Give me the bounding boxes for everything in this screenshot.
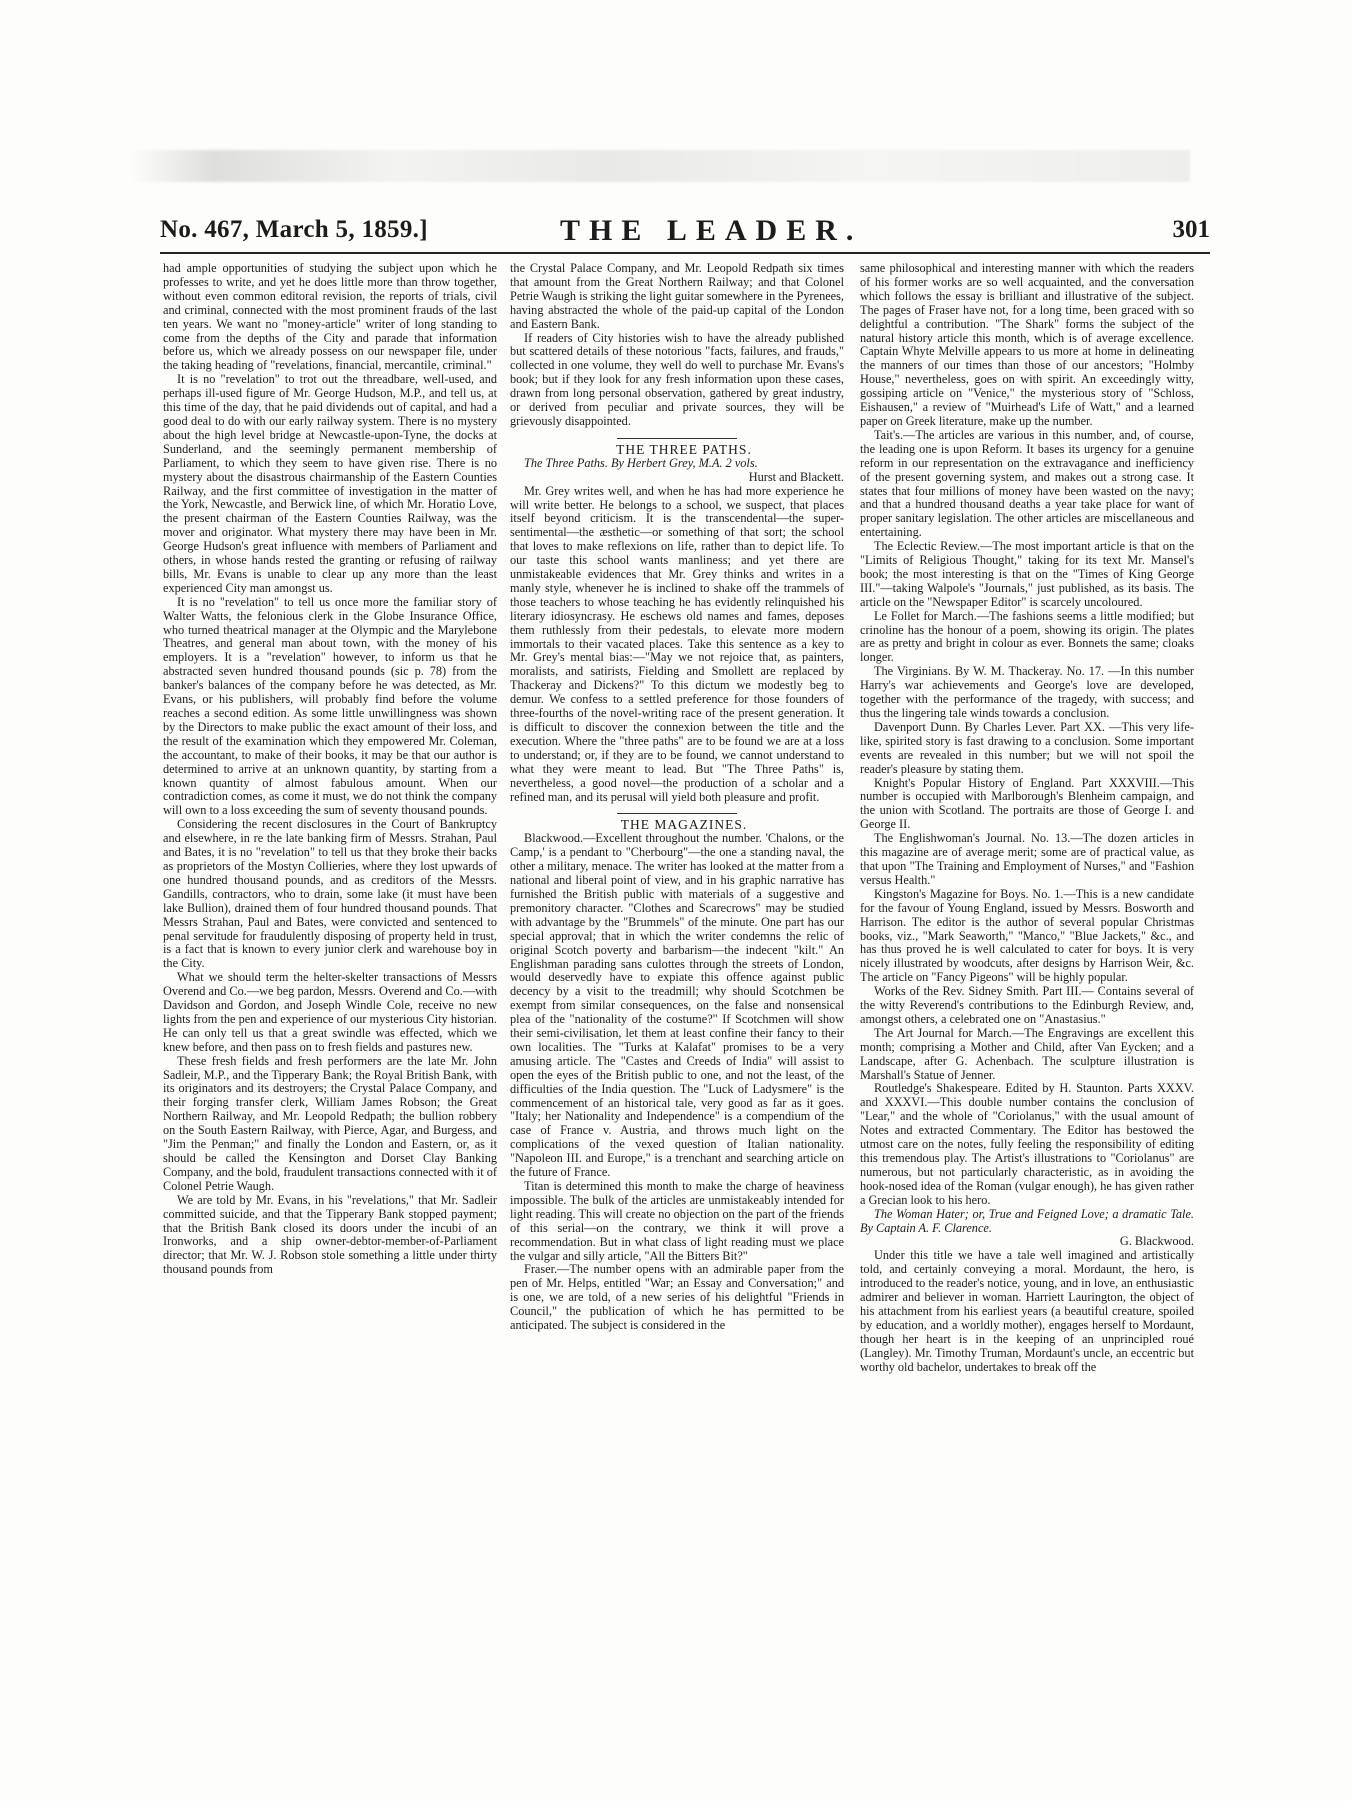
page-number: 301 [1172, 216, 1210, 243]
column-3 [860, 262, 1194, 1782]
page-header [160, 210, 1210, 254]
paragraph: had ample opportunities of studying the subject upon which he professes to write, and yet he does little more than throw together, without even common editoral revision, the reports of trials, civil and criminal, connected with the most prominent frauds of the last ten years. We want no "money-article" writer of long standing to come from the depths of the City and parade that information before us, which we already possess on our newspaper file, under the taking heading of "revelations, financial, mercantile, criminal." [163, 262, 497, 373]
paragraph: Kingston's Magazine for Boys. No. 1.—This is a new candidate for the favour of Young England, issued by Messrs. Bosworth and Harrison. The editor is the author of several popular Christmas books, viz., "Mark Seaworth," "Manco," "Blue Jackets," &c., and has thus proved he is well calculated to cater for boys. It is very nicely illustrated by woodcuts, after designs by Harrison Weir, &c. The article on "Fancy Pigeons" will be highly popular. [860, 886, 1194, 985]
paragraph: Le Follet for March.—The fashions seems a little modified; but crinoline has the honour of a poem, showing its origin. The plates are as pretty and bright in colour as ever. Bonnets the same; cloaks longer. [860, 608, 1194, 665]
column-1 [163, 262, 497, 1782]
column-2 [510, 262, 844, 1782]
publisher: Hurst and Blackett. [748, 469, 844, 484]
issue-date: No. 467, March 5, 1859.] [160, 216, 428, 243]
paragraph: the Crystal Palace Company, and Mr. Leopold Redpath six times that amount from the Great Northern Railway; and that Colonel Petrie Waugh is striking the light guitar somewhere in the Pyrenees, having abstracted the whole of the paid-up capital of the London and Eastern Bank. [510, 262, 844, 331]
paragraph: Fraser.—The number opens with an admirable paper from the pen of Mr. Helps, entitled "War; an Essay and Conversation;" and is one, we are told, of a new series of his delightful "Friends in Council," the publication of which he has permitted to be anticipated. The subject is considered in the [510, 1262, 844, 1333]
paragraph: The Englishwoman's Journal. No. 13.—The dozen articles in this magazine are of average merit; some are of practical value, as that upon "The Training and Employment of Nurses," and "Fashion versus Health." [860, 831, 1194, 887]
paragraph: Routledge's Shakespeare. Edited by H. Staunton. Parts XXXV. and XXXVI.—This double number contains the conclusion of "Lear," and the whole of "Coriolanus," with the usual amount of Notes and extracted Commentary. The Editor has bestowed the utmost care on the notes, fully feeling the responsibility of editing this tremendous play. The Artist's illustrations to "Coriolanus" are numerous, but not particularly characteristic, as in avoiding the hook-nosed idea of the Roman (vulgar enough), he has given rather a Grecian look to his hero. [860, 1081, 1194, 1207]
book-citation: The Three Paths. By Herbert Grey, M.A. 2 vols. [524, 455, 758, 470]
paragraph: We are told by Mr. Evans, in his "revelations," that Mr. Sadleir committed suicide, and that the Tipperary Bank stopped payment; that the British Bank closed its doors under the incubi of an Ironworks, and a ship owner-debtor-member-of-Parliament director; that Mr. W. J. Robson stole something a little under thirty thousand pounds from [163, 1192, 497, 1277]
paragraph: Under this title we have a tale well imagined and artistically told, and certainly conveying a moral. Mordaunt, the hero, is introduced to the reader's notice, young, and in love, an enthusiastic admirer and believer in woman. Harriett Laurington, the object of his attachment from his earliest years (a beautiful creature, spoiled by education, and a worldly mother), engages herself to Mordaunt, though her heart is in the keeping of an unprincipled roué (Langley). Mr. Timothy Truman, Mordaunt's uncle, an eccentric but worthy old bachelor, undertakes to break off the [860, 1248, 1194, 1374]
paragraph: What we should term the helter-skelter transactions of Messrs Overend and Co.—we beg pardon, Messrs. Overend and Co.—with Davidson and Gordon, and Joseph Windle Cole, receive no new lights from the pen and experience of our mysterious City historian. He can only tell us that a great swindle was effected, which we knew before, and then pass on to fresh fields and pastures new. [163, 970, 497, 1054]
section-divider [617, 813, 737, 814]
paragraph: Works of the Rev. Sidney Smith. Part III.— Contains several of the witty Reverend's contributions to the Edinburgh Review, and, amongst others, a celebrated one on "Anastasius." [860, 984, 1194, 1026]
section-title-magazines: THE MAGAZINES. [620, 817, 748, 833]
paragraph: The Art Journal for March.—The Engravings are excellent this month; comprising a Mother and Child, after Van Eycken; and a Landscape, after G. Achenbach. The sculpture illustration is Marshall's Statue of Jenner. [860, 1025, 1194, 1082]
paragraph: If readers of City histories wish to have the already published but scattered details of these notorious "facts, failures, and frauds," collected in one volume, they well do well to purchase Mr. Evans's book; but if they look for any fresh information upon these cases, drawn from long personal observation, gathered by great industry, or derived from peculiar and private sources, they will be grievously disappointed. [510, 330, 844, 428]
paragraph: Titan is determined this month to make the charge of heaviness impossible. The bulk of the articles are unmistakeably intended for light reading. This will create no objection on the part of the friends of this serial—on the contrary, we think it will prove a recommendation. But in what class of light reading must we place the vulgar and silly article, "All the Bitters Bit?" [510, 1179, 844, 1263]
publisher: G. Blackwood. [1119, 1234, 1194, 1249]
masthead-title: THE LEADER. [560, 214, 863, 247]
section-divider [617, 438, 737, 439]
paragraph: Tait's.—The articles are various in this number, and, of course, the leading one is upon Reform. It bases its urgency for a genuine reform in our representation on the extravagance and inefficiency of the present governing system, and makes out a strong case. It states that four millions of money have been wasted on the navy; and that a hundred thousand deaths a year take place for want of proper sanitary legislation. The other articles are miscellaneous and entertaining. [860, 427, 1194, 540]
paragraph: same philosophical and interesting manner with which the readers of his former works are so well acquainted, and the conversation which follows the essay is brilliant and illustrative of the subject. The pages of Fraser have not, for a long time, been graced with so delightful a contribution. "The Shark" forms the subject of the natural history article this month, which is of average excellence. Captain Whyte Melville appears to us more at home in delineating the manners of our times than those of our ancestors; "Holmby House," nevertheless, goes on with spirit. An exceedingly witty, gossiping article on "Venice," the mysterious story of "Schloss, Eishausen," a review of "Muirhead's Life of Watt," and a learned paper on Greek literature, make up the number. [860, 262, 1194, 428]
paragraph: The Virginians. By W. M. Thackeray. No. 17. —In this number Harry's war achievements and George's love are developed, together with the performance of the tragedy, with success; and thus the lingering tale winds towards a conclusion. [860, 664, 1194, 720]
section-title-three-paths: THE THREE PATHS. [616, 441, 752, 457]
book-citation: The Woman Hater; or, True and Feigned Love; a dramatic Tale. By Captain A. F. Clarence. [860, 1206, 1194, 1235]
paragraph: Knight's Popular History of England. Part XXXVIII.—This number is occupied with Marlborough's Blenheim campaign, and the union with Scotland. The portraits are those of George I. and George II. [860, 775, 1194, 832]
paragraph: Davenport Dunn. By Charles Lever. Part XX. —This very life-like, spirited story is fast drawing to a conclusion. Some important events are revealed in this number; but we will not spoil the reader's pleasure by stating them. [860, 719, 1194, 776]
scan-artifact [130, 150, 1190, 182]
paragraph: It is no "revelation" to tell us once more the familiar story of Walter Watts, the felonious clerk in the Globe Insurance Office, who turned theatrical manager at the Olympic and the Marylebone Theatres, and general man about town, with the money of his employers. It is a "revelation" however, to inform us that he abstracted seven hundred thousand pounds (sic p. 78) from the banker's balances of the company before he was detected, as Mr. Evans, or his publishers, will probably find before the volume reaches a second edition. As some little unwillingness was shown by the Directors to make public the exact amount of their loss, and the result of the examination which they empowered Mr. Coleman, the accountant, to make of their books, it may be that our author is determined to arrive at an unknown quantity, by starting from a known quantity of almost fabulous amount. When our contradiction comes, as come it must, we do not think the company will own to a loss exceeding the sum of seventy thousand pounds. [163, 594, 497, 818]
paragraph: Blackwood.—Excellent throughout the number. 'Chalons, or the Camp,' is a pendant to "Cherbourg"—the one a standing naval, the other a military, menace. The writer has looked at the matter from a national and liberal point of view, and in his graphic narrative has furnished the British public with materials of a suggestive and premonitory character. "Clothes and Scarecrows" may be studied with advantage by the "Brummels" of the minute. One part has our special approval; that in which the writer condemns the relic of original Scotch poverty and barbarism—the indecent "kilt." An Englishman parading sans culottes through the streets of London, would deservedly have to expiate this offence against public decency by a visit to the treadmill; why should Scotchmen be exempt from similar consequences, on the false and nonsensical plea of the "nationality of the costume?" If Scotchmen will show their semi-civilisation, let them at least confine their fancy to their own localities. The "Turks at Kalafat" promises to be a very amusing article. The "Castes and Creeds of India" will assist to open the eyes of the British public to one, and not the least, of the difficulties of the India question. The "Luck of Ladysmere" is the commencement of an historical tale, very good as far as it goes. "Italy; her Nationality and Independence" is a compendium of the case of France v. Austria, and throws much light on the complications of the vexed question of Italian nationality. "Napoleon III. and Europe," is a trenchant and searching article on the future of France. [510, 831, 844, 1180]
paragraph: These fresh fields and fresh performers are the late Mr. John Sadleir, M.P., and the Tipperary Bank; the Royal British Bank, with its originators and its destroyers; the Crystal Palace Company, and their forging transfer clerk, William James Robson; the Great Northern Railway, and Mr. Leopold Redpath; the bullion robbery on the South Eastern Railway, with Pierce, Agar, and Burgess, and "Jim the Penman;" and finally the London and Eastern, or, as it should be called the Kensington and Dorset Clay Banking Company, and the bold, fraudulent transactions connected with it of Colonel Petrie Waugh. [163, 1053, 497, 1193]
paragraph: Mr. Grey writes well, and when he has had more experience he will write better. He belongs to a school, we suspect, that places itself beyond criticism. It is the transcendental—the super-sentimental—the æsthetic—or something of that sort; the school that loves to make reflexions on life, rather than to depict life. To our taste this school wants manliness; and yet there are unmistakeable evidences that Mr. Grey thinks and writes in a manly style, whenever he is inclined to shake off the trammels of those teachers to whose teaching he has evidently relinquished his literary idiosyncrasy. He eschews old names and fames, deposes them ruthlessly from their pedestals, to elevate more modern immortals to their vacated places. Take this sentence as a key to Mr. Grey's mental bias:—"May we not rejoice that, as painters, moralists, and satirists, Fielding and Smollett are replaced by Thackeray and Dickens?" To this dictum we modestly beg to demur. We confess to a settled preference for those founders of three-fourths of the novel-writing race of the present generation. It is difficult to discover the connexion between the title and the execution. Where the "three paths" are to be found we are at a loss to understand; or, if they are to be found, we cannot understand to what they were meant to lead. But "The Three Paths" is, nevertheless, a good novel—the production of a scholar and a refined man, and its perusal will yield both pleasure and profit. [510, 483, 844, 804]
paragraph: Considering the recent disclosures in the Court of Bankruptcy and elsewhere, in re the late banking firm of Messrs. Strahan, Paul and Bates, it is no "revelation" to tell us that they broke their backs as proprietors of the Mostyn Collieries, where they lost upwards of one hundred thousand pounds, and as creditors of the Messrs. Gandills, contractors, who to drain, some lake (it must have been lake Bullion), drained them of four hundred thousand pounds. That Messrs Strahan, Paul and Bates, were convicted and sentenced to penal servitude for fraudulently disposing of property held in trust, is a fact that is known to every junior clerk and warehouse boy in the City. [163, 817, 497, 971]
paragraph: It is no "revelation" to trot out the threadbare, well-used, and perhaps ill-used figure of Mr. George Hudson, M.P., and tell us, at this time of the day, that he paid dividends out of capital, and had a good deal to do with our early railway system. There is no mystery about the high level bridge at Newcastle-upon-Tyne, the docks at Sunderland, and the seemingly permanent membership of Parliament, to which they seem to have given rise. There is no mystery about the disastrous chairmanship of the Eastern Counties Railway, and the first committee of investigation in the matter of the York, Newcastle, and Berwick line, of which Mr. Horatio Love, the present chairman of the Eastern Counties Railway, was the mover and originator. What mystery there may have been in Mr. George Hudson's great influence with members of Parliament and others, in whose hands rested the granting or refusing of railway bills, Mr. Evans is unable to clear up any more than the least experienced City man amongst us. [163, 372, 497, 595]
paragraph: The Eclectic Review.—The most important article is that on the "Limits of Religious Thought," taking for its text Mr. Mansel's book; the most interesting is that on the "Times of King George III."—taking Walpole's "Journals," just published, as its basis. The article on the "Newspaper Editor" is scarcely uncoloured. [860, 539, 1194, 609]
